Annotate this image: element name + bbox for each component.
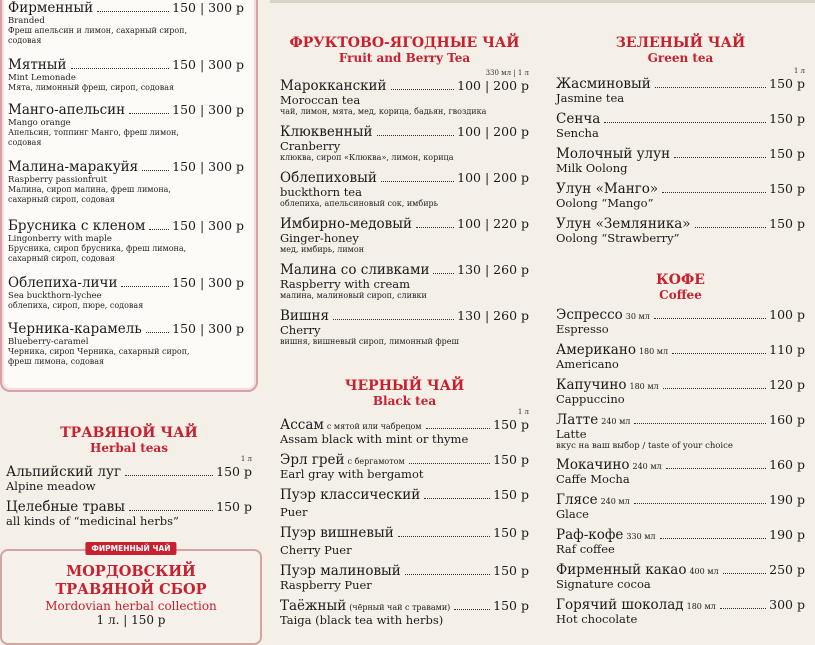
dot-leader (377, 134, 455, 136)
green-section (556, 35, 805, 245)
item-price: 190 р (769, 492, 805, 507)
dot-leader (381, 180, 454, 182)
item-description: вишня, вишневый сироп, лимонный фреш (280, 337, 459, 346)
item-price: 120 р (769, 377, 805, 392)
menu-item (8, 159, 244, 205)
item-description: малина, малиновый сироп, сливки (280, 291, 427, 300)
dot-leader (398, 535, 490, 537)
item-description: клюква, сироп «Клюква», лимон, корица (280, 153, 454, 162)
menu-item (280, 308, 529, 347)
item-english: Caffe Mocha (556, 472, 630, 486)
dot-leader (129, 509, 213, 511)
item-english: Branded (8, 16, 45, 26)
item-english: Earl gray with bergamot (280, 467, 424, 481)
item-name: Альпийский луг (6, 464, 122, 480)
item-description: Апельсин, топпинг Манго, фреш лимон, содовая (8, 128, 179, 147)
item-price: 150 р (216, 499, 252, 514)
signature-title-line1: МОРДОВСКИЙ (66, 563, 196, 580)
lemonade-box (0, 0, 258, 392)
item-note: с мятой или чабрецом (326, 422, 422, 431)
item-description: Малина, сироп малина, фреш лимона, сахарный сироп, содовая (8, 185, 171, 204)
item-name: Таёжный (280, 598, 347, 614)
item-name: Американо (556, 342, 636, 358)
section-title: ФРУКТОВО-ЯГОДНЫЕ ЧАЙ (289, 35, 520, 51)
volume-label: 1 л (240, 455, 252, 463)
dot-leader (723, 572, 767, 574)
menu-item (6, 464, 252, 493)
menu-item (280, 216, 529, 255)
dot-leader (660, 537, 767, 539)
item-price: 100 | 200 р (457, 78, 529, 93)
section-subtitle: Black tea (372, 394, 437, 408)
item-volume: 240 мл (600, 497, 630, 506)
item-price: 150 | 300 р (172, 321, 244, 336)
section-title: ТРАВЯНОЙ ЧАЙ (60, 425, 198, 441)
item-name: Черника-карамель (8, 321, 142, 337)
menu-item (280, 563, 529, 592)
section-subtitle: Herbal teas (90, 441, 168, 455)
menu-item (556, 111, 805, 140)
dot-leader (672, 352, 766, 354)
item-name: Молочный улун (556, 146, 671, 162)
item-english: Ginger-honey (280, 231, 359, 245)
item-price: 100 | 220 р (457, 216, 529, 231)
fruit-section (280, 35, 529, 347)
item-english: Hot chocolate (556, 612, 638, 626)
item-name: Горячий шоколад (556, 597, 684, 613)
item-price: 130 | 260 р (457, 308, 529, 323)
volume-label: 330 мл | 1 л (485, 69, 529, 77)
menu-item (280, 170, 529, 209)
menu-item (280, 598, 529, 627)
dot-leader (333, 318, 454, 320)
item-english: Cherry (280, 323, 321, 337)
item-price: 150 | 300 р (172, 275, 244, 290)
dot-leader (416, 226, 454, 228)
item-note: (чёрный чай с травами) (349, 603, 451, 612)
item-name: Мокачино (556, 457, 630, 473)
signature-title-line2: ТРАВЯНОЙ СБОР (55, 581, 207, 598)
item-name: Облепиховый (280, 170, 377, 186)
item-english: Raspberry Puer (280, 578, 372, 592)
item-description: Черника, сироп Черника, сахарный сироп, фреш лимона, содовая (8, 347, 190, 366)
item-name: Улун «Земляника» (556, 216, 691, 232)
item-english: Cappuccino (556, 392, 625, 406)
section-subtitle: Green tea (647, 51, 714, 65)
item-volume: 180 мл (629, 382, 659, 391)
item-name: Малина-маракуйя (8, 159, 139, 175)
item-description: облепиха, апельсиновый сок, имбирь (280, 199, 439, 208)
item-price: 150 р (493, 487, 529, 502)
item-english: Puer (280, 505, 308, 519)
item-volume: 240 мл (632, 462, 662, 471)
dot-leader (146, 331, 169, 333)
item-english: Assam black with mint or thyme (280, 432, 469, 446)
menu-item (556, 76, 805, 105)
menu-item (556, 492, 805, 521)
item-price: 150 | 300 р (172, 102, 244, 117)
menu-item (556, 146, 805, 175)
signature-price: 1 л. | 150 р (96, 613, 166, 627)
section-subtitle: Fruit and Berry Tea (338, 51, 471, 65)
item-english: Cranberry (280, 139, 341, 153)
dot-leader (121, 285, 169, 287)
item-name: Капучино (556, 377, 627, 393)
item-volume: 30 мл (625, 312, 650, 321)
dot-leader (405, 573, 490, 575)
item-description: вкус на ваш выбор / taste of your choice (556, 441, 733, 451)
item-english: Americano (556, 357, 619, 371)
dot-leader (142, 169, 169, 171)
item-price: 150 р (493, 598, 529, 613)
item-description: Брусника, сироп брусника, фреш лимона, сахарный сироп, содовая (8, 244, 187, 263)
item-english: Taiga (black tea with herbs) (280, 613, 444, 627)
menu-item (6, 499, 252, 528)
item-name: Марокканский (280, 78, 387, 94)
volume-label: 1 л (517, 408, 529, 416)
item-english: buckthorn tea (280, 185, 362, 199)
menu-item (556, 527, 805, 556)
dot-leader (674, 156, 766, 158)
item-name: Целебные травы (6, 499, 125, 515)
signature-badge: ФИРМЕННЫЙ ЧАЙ (85, 542, 176, 555)
dot-leader (720, 607, 766, 609)
item-price: 150 р (493, 452, 529, 467)
item-name: Мятный (8, 57, 67, 73)
coffee-section (556, 272, 805, 626)
menu-item (556, 562, 805, 591)
item-price: 160 р (769, 457, 805, 472)
item-english: Lingonberry with maple (8, 234, 112, 244)
item-english: Sea buckthorn-lychee (8, 291, 102, 301)
item-price: 100 | 200 р (457, 124, 529, 139)
item-price: 150 | 300 р (172, 57, 244, 72)
item-english: Sencha (556, 126, 599, 140)
item-name: Манго-апельсин (8, 102, 126, 118)
volume-label: 1 л (793, 67, 805, 75)
item-name: Глясе (556, 492, 598, 508)
menu-item (556, 457, 805, 486)
item-price: 100 р (769, 307, 805, 322)
item-price: 150 | 300 р (172, 0, 244, 15)
menu-item (556, 181, 805, 210)
menu-item (8, 275, 244, 311)
item-volume: 180 мл (638, 347, 669, 356)
dot-leader (663, 387, 767, 389)
dot-leader (634, 502, 766, 504)
item-english: Glace (556, 507, 589, 521)
item-price: 100 | 200 р (457, 170, 529, 185)
item-price: 150 | 300 р (172, 218, 244, 233)
item-description: чай, лимон, мята, мед, корица, бадьян, гвоздика (280, 107, 487, 116)
menu-item (556, 342, 805, 371)
item-english: Blueberry-caramel (8, 337, 89, 347)
item-english: Alpine meadow (6, 479, 96, 493)
item-name: Имбирно-медовый (280, 216, 413, 232)
menu-item (556, 597, 805, 626)
menu-item (8, 321, 244, 367)
item-english: Latte (556, 427, 587, 441)
menu-item (8, 0, 244, 46)
item-english: Oolong “Strawberry” (556, 231, 680, 245)
menu-item (280, 417, 529, 446)
menu-item (280, 452, 529, 481)
item-description: Мята, лимонный фреш, сироп, содовая (8, 83, 175, 92)
dot-leader (662, 191, 766, 193)
item-english: Jasmine tea (556, 91, 625, 105)
item-english: Signature cocoa (556, 577, 651, 591)
item-price: 150 | 300 р (172, 159, 244, 174)
dot-leader (149, 228, 169, 230)
dot-leader (391, 88, 455, 90)
item-name: Брусника с кленом (8, 218, 146, 234)
item-price: 150 р (493, 417, 529, 432)
item-volume: 240 мл (601, 417, 631, 426)
section-title: ЗЕЛЕНЫЙ ЧАЙ (615, 35, 746, 51)
menu-item (556, 307, 805, 336)
item-volume: 180 мл (686, 602, 716, 611)
dot-leader (454, 608, 490, 610)
item-volume: 330 мл (626, 532, 656, 541)
signature-title (2, 563, 260, 599)
item-name: Пуэр малиновый (280, 563, 401, 579)
item-english: Raspberry passionfruit (8, 175, 107, 185)
dot-leader (604, 121, 766, 123)
item-volume: 400 мл (689, 567, 719, 576)
menu-item (556, 216, 805, 245)
dot-leader (426, 427, 491, 429)
section-title: КОФЕ (656, 272, 705, 288)
dot-leader (433, 272, 454, 274)
item-price: 110 р (769, 342, 805, 357)
item-price: 150 р (769, 181, 805, 196)
item-name: Фирменный какао (556, 562, 687, 578)
item-price: 150 р (769, 216, 805, 231)
item-price: 150 р (216, 464, 252, 479)
menu-item (280, 262, 529, 301)
item-english: Raf coffee (556, 542, 615, 556)
item-english: Milk Oolong (556, 161, 628, 175)
menu-item (8, 57, 244, 93)
item-english: Raspberry with cream (280, 277, 411, 291)
section-subtitle: Coffee (659, 288, 702, 302)
item-english: Cherry Puer (280, 543, 352, 557)
dot-leader (97, 10, 169, 12)
dot-leader (655, 86, 766, 88)
menu-item (8, 218, 244, 264)
item-name: Клюквенный (280, 124, 373, 140)
item-note: с бергамотом (347, 457, 405, 466)
item-price: 300 р (769, 597, 805, 612)
item-name: Пуэр классический (280, 487, 421, 503)
menu-item (556, 377, 805, 406)
item-name: Фирменный (8, 0, 94, 16)
item-english: Mint Lemonade (8, 73, 76, 83)
dot-leader (129, 112, 169, 114)
item-name: Эрл грей (280, 452, 345, 468)
herbal-section (6, 425, 252, 528)
section-title: ЧЕРНЫЙ ЧАЙ (344, 378, 465, 394)
dot-leader (666, 467, 767, 469)
item-name: Раф-кофе (556, 527, 624, 543)
item-english: Moroccan tea (280, 93, 361, 107)
item-price: 150 р (769, 146, 805, 161)
menu-item (8, 102, 244, 148)
item-name: Улун «Манго» (556, 181, 659, 197)
item-price: 160 р (769, 412, 805, 427)
dot-leader (424, 497, 490, 499)
item-name: Сенча (556, 111, 601, 127)
menu-item (280, 487, 529, 519)
item-name: Малина со сливками (280, 262, 430, 278)
menu-item (280, 124, 529, 163)
item-english: Mango orange (8, 118, 71, 128)
item-price: 250 р (769, 562, 805, 577)
signature-english: Mordovian herbal collection (45, 599, 217, 613)
item-name: Латте (556, 412, 599, 428)
item-name: Эспрессо (556, 307, 623, 323)
item-price: 150 р (769, 111, 805, 126)
item-name: Ассам (280, 417, 324, 433)
item-name: Облепиха-личи (8, 275, 118, 291)
dot-leader (409, 462, 490, 464)
menu-item (280, 525, 529, 557)
dot-leader (654, 317, 766, 319)
item-price: 150 р (493, 525, 529, 540)
menu-item (556, 412, 805, 451)
top-edge-strip (270, 0, 815, 3)
dot-leader (695, 226, 767, 228)
menu-item (280, 78, 529, 117)
item-english: Oolong “Mango” (556, 196, 654, 210)
item-english: Espresso (556, 322, 609, 336)
item-price: 150 р (493, 563, 529, 578)
item-name: Пуэр вишневый (280, 525, 394, 541)
dot-leader (634, 422, 766, 424)
item-description: мед, имбирь, лимон (280, 245, 365, 254)
item-name: Жасминовый (556, 76, 651, 92)
dot-leader (71, 67, 170, 69)
item-description: Фреш апельсин и лимон, сахарный сироп, содовая (8, 26, 188, 45)
item-price: 190 р (769, 527, 805, 542)
item-english: all kinds of “medicinal herbs” (6, 514, 179, 528)
item-price: 130 | 260 р (457, 262, 529, 277)
signature-tea-box (0, 544, 262, 645)
item-price: 150 р (769, 76, 805, 91)
black-section (280, 378, 529, 627)
item-name: Вишня (280, 308, 329, 324)
item-description: облепиха, сироп, пюре, содовая (8, 301, 144, 310)
dot-leader (125, 474, 213, 476)
